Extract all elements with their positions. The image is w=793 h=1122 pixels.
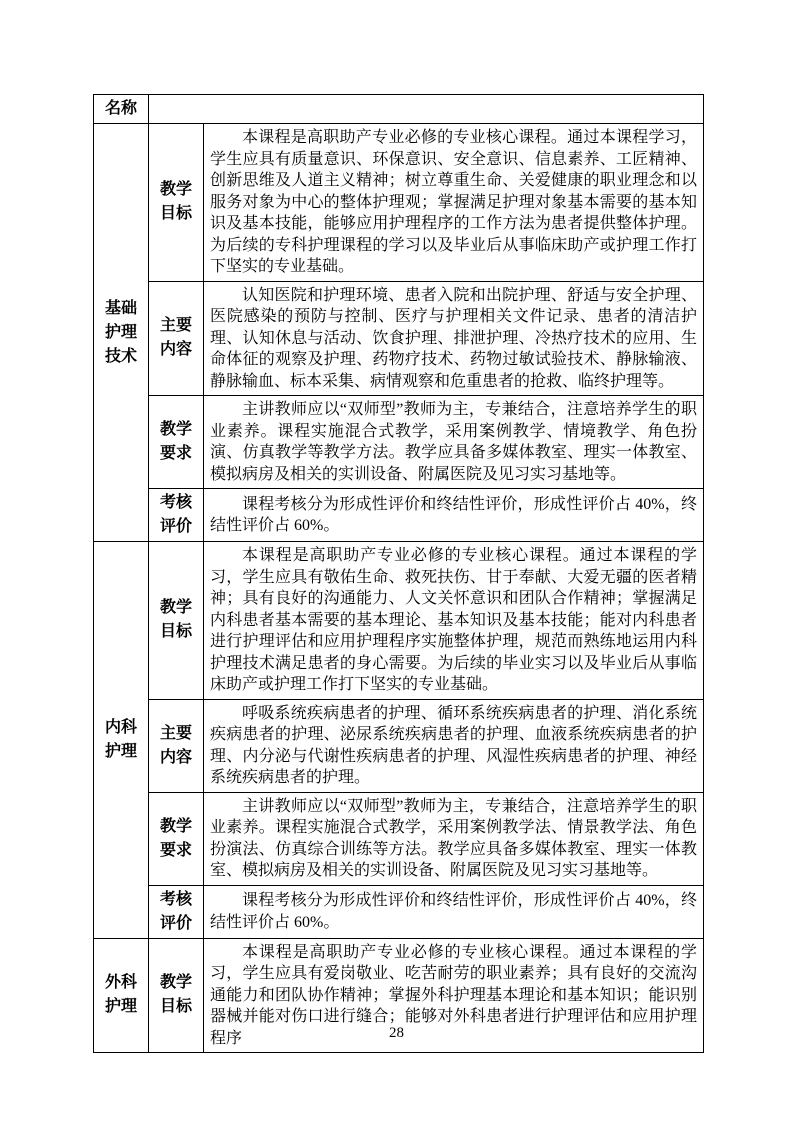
cell-basic-main-content: 认知医院和护理环境、患者入院和出院护理、舒适与安全护理、医院感染的预防与控制、医疗与护理相关文件记录、患者的清洁护理、认知休息与活动、饮食护理、排泄护理、冷热疗技术的应用、生命体征的观察及护理、药物疗技术、药物过敏试验技术、静脉输液、静脉输血、标本采集、病情观察和危重患者的抢救、临终护理等。 [204, 281, 704, 396]
cell-basic-assessment: 课程考核分为形成性评价和终结性评价，形成性评价占 40%，终结性评价占 60%。 [204, 489, 704, 542]
table-row [94, 396, 704, 489]
table-row [94, 124, 704, 282]
section-name-label: 基础护理技术 [104, 299, 137, 365]
cell-internal-teaching-requirement: 主讲教师应以“双师型”教师为主，专兼结合，注意培养学生的职业素养。课程实施混合式教学，采用案例教学法、情景教学法、角色扮演法、仿真综合训练等方法。教学应具备多媒体教室、理实一体教室、模拟病房及相关的实训设备、附属医院及见习实习基地等。 [204, 792, 704, 885]
header-value-cell [149, 95, 704, 124]
row-label-text: 教学目标 [159, 974, 192, 1016]
section-name-label: 内科护理 [104, 718, 137, 760]
row-label-text: 教学要求 [159, 421, 192, 462]
cell-basic-teaching-requirement: 主讲教师应以“双师型”教师为主，专兼结合，注意培养学生的职业素养。课程实施混合式教学，采用案例教学、情境教学、角色扮演、仿真教学等教学方法。教学应具备多媒体教室、理实一体教室、模拟病房及相关的实训设备、附属医院及见习实习基地等。 [204, 396, 704, 489]
row-label-text: 教学目标 [159, 181, 192, 223]
table-row [94, 489, 704, 542]
cell-surgical-teaching-goal: 本课程是高职助产专业必修的专业核心课程。通过本课程的学习，学生应具有爱岗敬业、吃苦耐劳的职业素养；具有良好的交流沟通能力和团队协作精神；掌握外科护理基本理论和基本知识；能识别器械并能对伤口进行缝合；能够对外科患者进行护理评估和应用护理程序 [204, 938, 704, 1053]
row-label-assessment [149, 489, 204, 542]
row-label-text: 教学要求 [159, 817, 192, 859]
cell-internal-main-content: 呼吸系统疾病患者的护理、循环系统疾病患者的护理、消化系统疾病患者的护理、泌尿系统疾病患者的护理、血液系统疾病患者的护理、内分泌与代谢性疾病患者的护理、风湿性疾病患者的护理、神经系统疾病患者的护理。 [204, 699, 704, 792]
section-name-internal-medicine-nursing [94, 542, 149, 939]
page-number: 28 [389, 1025, 404, 1041]
cell-internal-assessment: 课程考核分为形成性评价和终结性评价，形成性评价占 40%，终结性评价占 60%。 [204, 885, 704, 938]
row-label-text: 主要内容 [159, 317, 192, 359]
header-name-cell: 名称 [94, 95, 149, 124]
row-label-assessment [149, 885, 204, 938]
section-name-label: 外科护理 [104, 974, 137, 1016]
cell-basic-teaching-goal: 本课程是高职助产专业必修的专业核心课程。通过本课程学习，学生应具有质量意识、环保意识、安全意识、信息素养、工匠精神、创新思维及人道主义精神；树立尊重生命、关爱健康的职业理念和以服务对象为中心的整体护理观；掌握满足护理对象基本需要的基本知识及基本技能，能够应用护理程序的工作方法为患者提供整体护理。为后续的专科护理课程的学习以及毕业后从事临床助产或护理工作打下坚实的专业基础。 [204, 124, 704, 282]
table-header-row [94, 95, 704, 124]
course-description-table [93, 94, 704, 1053]
table-row [94, 885, 704, 938]
row-label-main-content [149, 699, 204, 792]
row-label-teaching-requirement [149, 792, 204, 885]
row-label-text: 主要内容 [159, 724, 192, 766]
row-label-text: 教学目标 [159, 599, 192, 641]
row-label-teaching-requirement [149, 396, 204, 489]
cell-internal-teaching-goal: 本课程是高职助产专业必修的专业核心课程。通过本课程的学习，学生应具有敬佑生命、救死扶伤、甘于奉献、大爱无疆的医者精神；具有良好的沟通能力、人文关怀意识和团队合作精神；掌握满足内科患者基本需要的基本理论、基本知识及基本技能；能对内科患者进行护理评估和应用护理程序实施整体护理，规范而熟练地运用内科护理技术满足患者的身心需要。为后续的毕业实习以及毕业后从事临床助产或护理工作打下坚实的专业基础。 [204, 542, 704, 700]
table-row [94, 792, 704, 885]
section-name-basic-nursing-tech [94, 124, 149, 542]
table-row [94, 281, 704, 396]
row-label-text: 考核评价 [159, 890, 192, 932]
row-label-text: 考核评价 [159, 494, 192, 535]
row-label-teaching-goal [149, 124, 204, 282]
table-row [94, 699, 704, 792]
table-row [94, 542, 704, 700]
row-label-main-content [149, 281, 204, 396]
row-label-teaching-goal [149, 542, 204, 700]
